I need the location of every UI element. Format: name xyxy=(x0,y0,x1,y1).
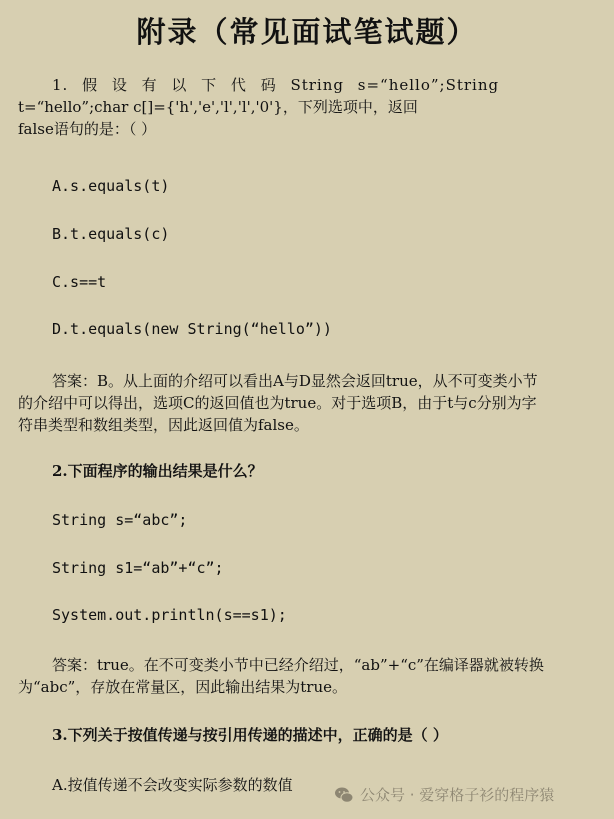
question-1-option-d: D.t.equals(new String(“hello”)) xyxy=(52,320,332,338)
question-1-line-3: false语句的是：（ ） xyxy=(18,120,157,138)
question-2-answer-text: 答案：true。在不可变类小节中已经介绍过，“ab”+“c”在编译器就被转换为“abc”，存放在常量区，因此输出结果为true。 xyxy=(18,656,544,696)
question-1-option-c: C.s==t xyxy=(52,273,107,291)
question-1-option-a: A.s.equals(t) xyxy=(52,177,170,195)
question-1-line-2: t=“hello”;char c[]={'h','e','l','l','0'}，下列选项中，返回 xyxy=(18,98,418,116)
question-1-line-1: 1. 假 设 有 以 下 代 码 String s=“hello”;String xyxy=(52,76,500,94)
question-1-option-b: B.t.equals(c) xyxy=(52,225,170,243)
question-2-answer xyxy=(18,654,550,698)
question-3-title: 3.下列关于按值传递与按引用传递的描述中，正确的是（ ） xyxy=(52,726,448,744)
question-1-answer xyxy=(18,370,550,436)
page-title: 附录（常见面试笔试题） xyxy=(136,15,478,49)
code-line-1: String s=“abc”; xyxy=(52,511,188,529)
question-1-answer-text: 答案：B。从上面的介绍可以看出A与D显然会返回true，从不可变类小节的介绍中可以得出，选项C的返回值也为true。对于选项B，由于t与c分别为字符串类型和数组类型，因此返回值为false。 xyxy=(18,372,538,434)
wechat-icon xyxy=(334,786,354,804)
code-line-2: String s1=“ab”+“c”; xyxy=(52,559,224,577)
question-3-option-a: A.按值传递不会改变实际参数的数值 xyxy=(52,776,293,794)
watermark xyxy=(334,784,554,805)
question-1 xyxy=(18,74,550,140)
watermark-text: 公众号 · 爱穿格子衫的程序猿 xyxy=(360,786,555,804)
question-2-title: 2.下面程序的输出结果是什么？ xyxy=(52,462,263,480)
code-line-3: System.out.println(s==s1); xyxy=(52,606,287,624)
